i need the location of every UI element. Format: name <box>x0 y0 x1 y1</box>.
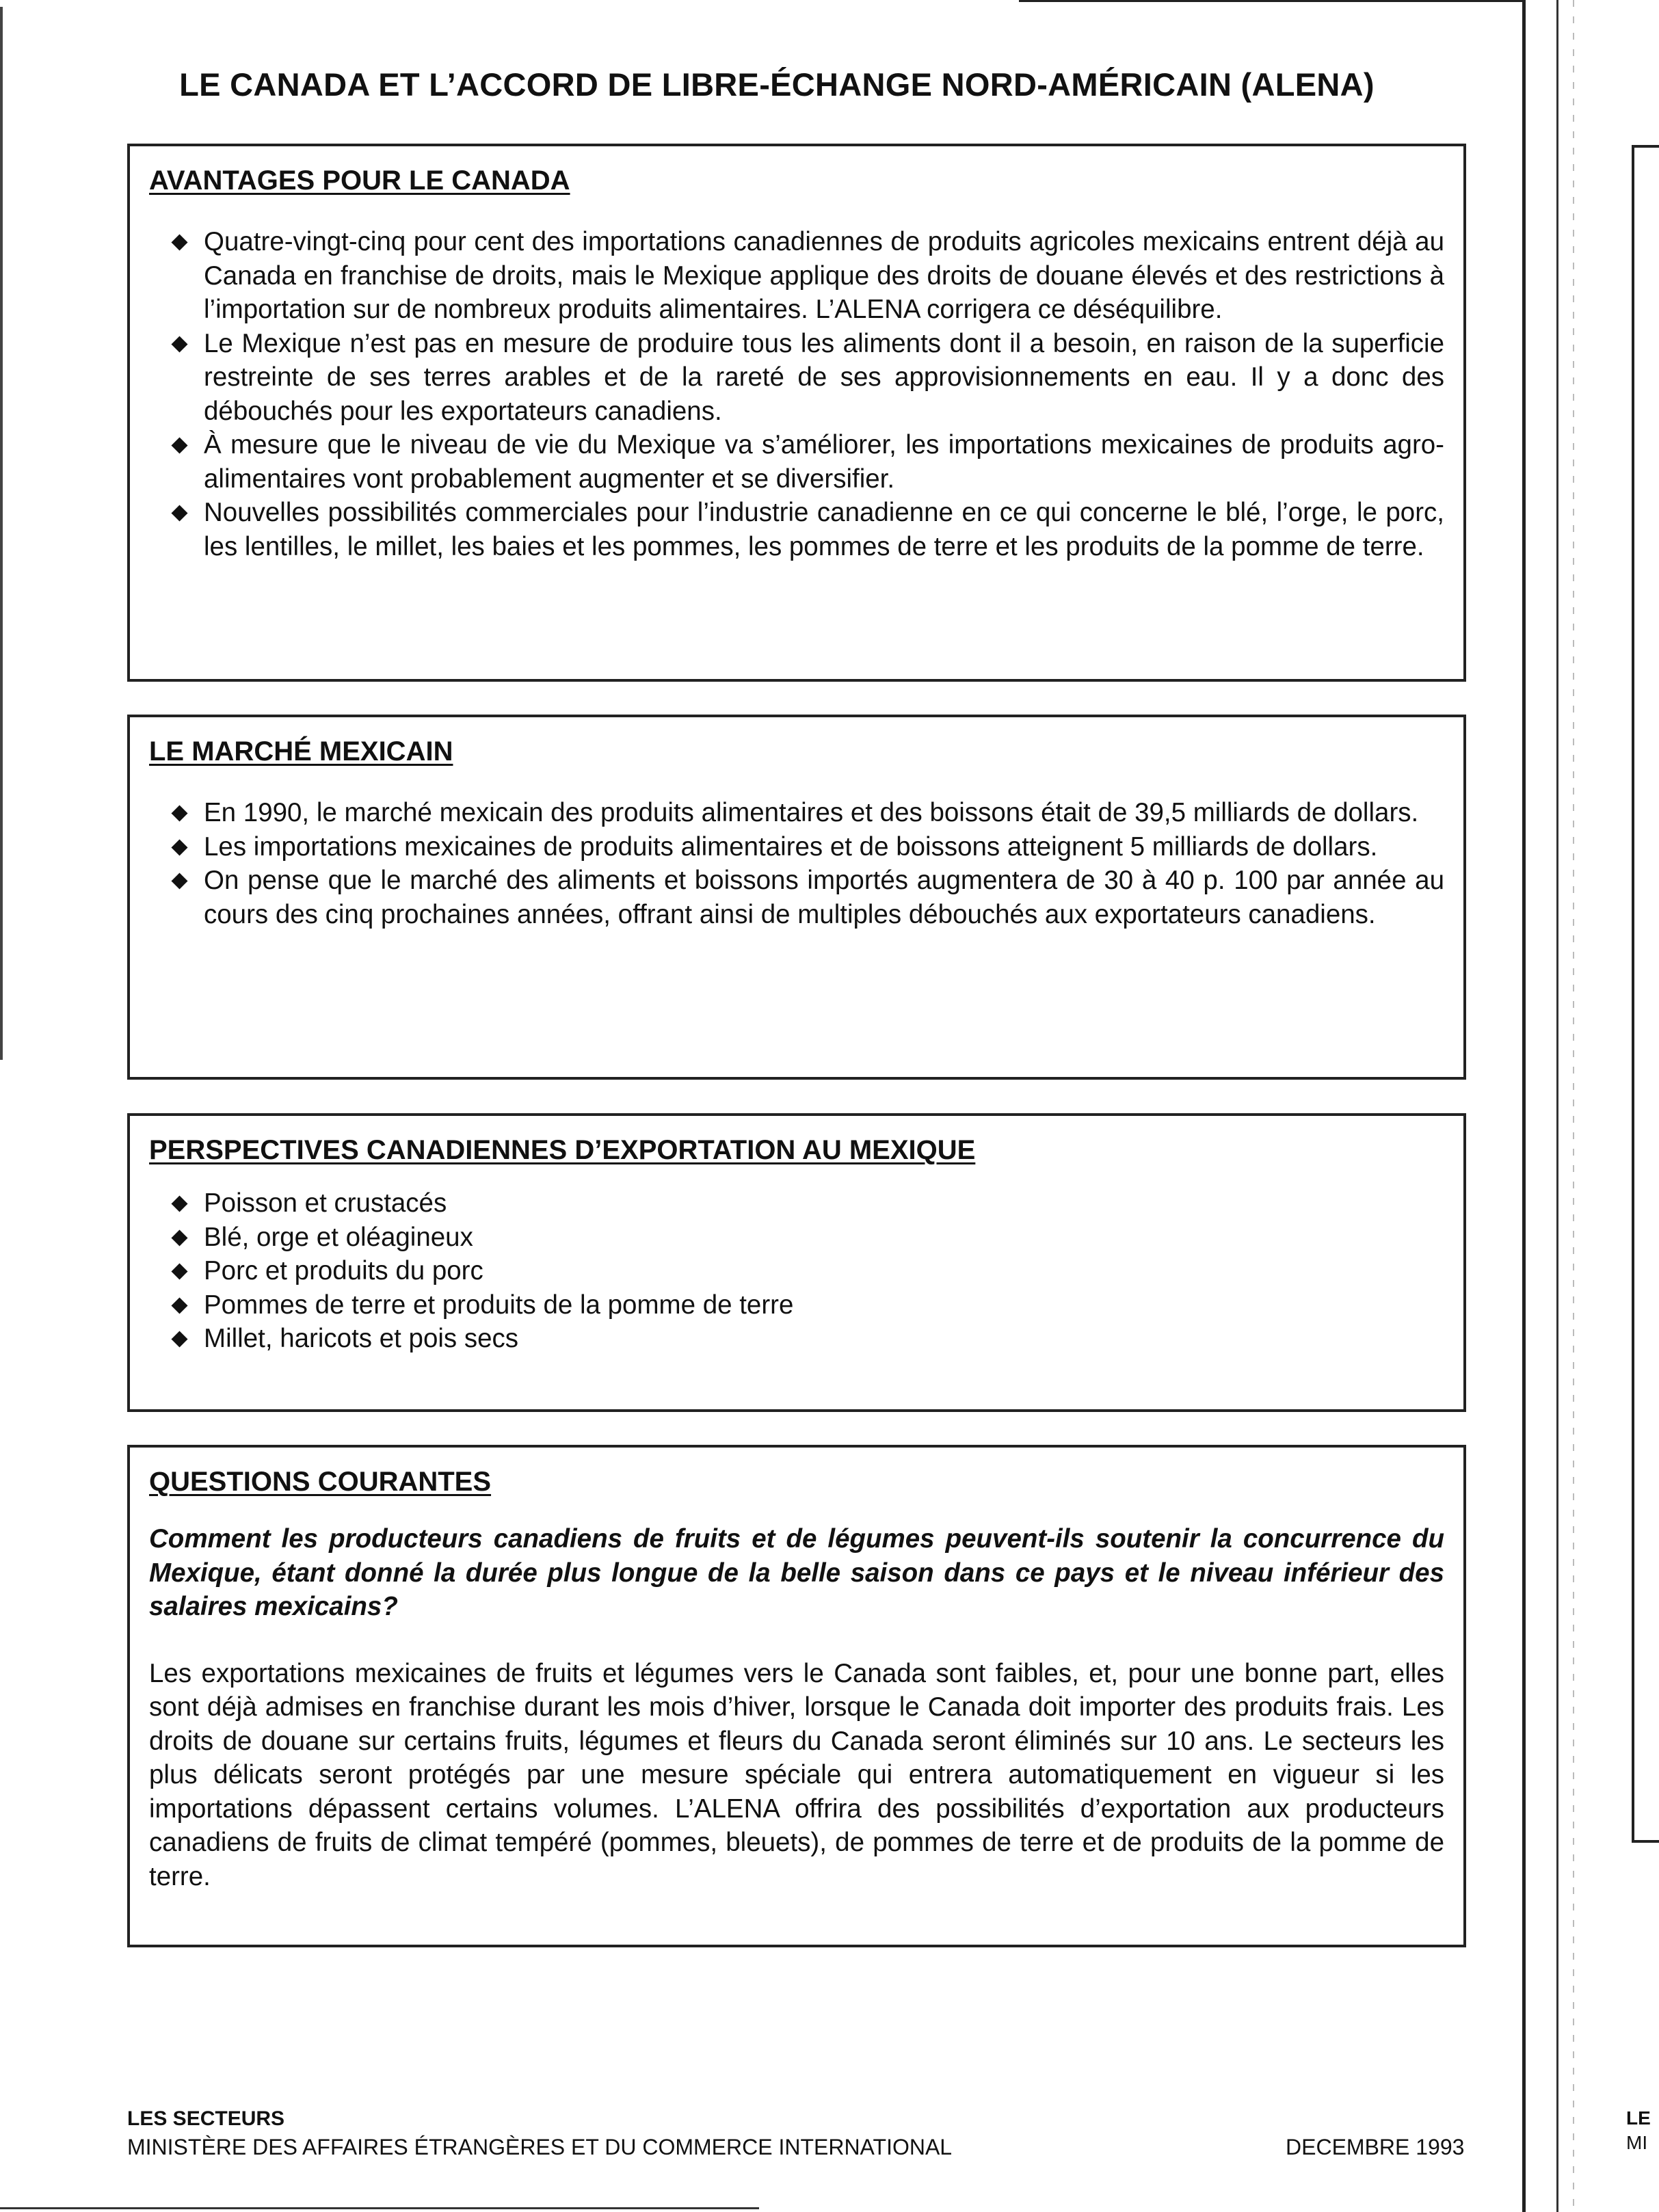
diamond-bullet-icon <box>171 805 187 821</box>
answer-text: Les exportations mexicaines de fruits et légumes vers le Canada sont faibles, et, pour une bonne part, elles sont déjà admises en franchise durant les mois d’hiver, lorsque le Canada doit importer des produits frais. Les droits de douane sur certains fruits, légumes et fleurs du Canada seront éliminés sur 10 ans. Le secteurs les plus délicats seront protégés par une mesure spéciale qui entrera automatiquement en vigueur si les importations dépassent certains volumes. L’ALENA offrira des possibilités d’exportation aux producteurs canadiens de fruits de climat tempéré (pommes, bleuets), de pommes de terre et de produits de la pomme de terre. <box>149 1658 1444 1891</box>
question-text: Comment les producteurs canadiens de fruits et de légumes peuvent-ils soutenir la concurrence du Mexique, étant donné la durée plus longue de la belle saison dans ce pays et le niveau inférieur des salaires mexicains? <box>149 1524 1444 1621</box>
avantages-box <box>127 144 1466 682</box>
list-item: Millet, haricots et pois secs <box>149 1322 1444 1356</box>
list-item: En 1990, le marché mexicain des produits alimentaires et des boissons était de 39,5 milliards de dollars. <box>149 796 1444 830</box>
marche-list <box>149 796 1444 931</box>
questions-heading: QUESTIONS COURANTES <box>149 1467 492 1497</box>
diamond-bullet-icon <box>171 872 187 889</box>
scan-edge-bottom-line <box>0 2207 759 2209</box>
next-page-footer-fragment-b: MI <box>1626 2132 1648 2153</box>
footer-series: LES SECTEURS <box>127 2107 285 2130</box>
avantages-heading: AVANTAGES POUR LE CANADA <box>149 165 570 196</box>
diamond-bullet-icon <box>171 1331 187 1347</box>
list-item: Les importations mexicaines de produits alimentaires et de boissons atteignent 5 milliards de dollars. <box>149 830 1444 864</box>
list-item: Le Mexique n’est pas en mesure de produire tous les aliments dont il a besoin, en raison de la superficie restreinte de ses terres arables et de la rareté de ses approvisionnements en eau. Il y a donc des débouchés pour les exportateurs canadiens. <box>149 327 1444 429</box>
diamond-bullet-icon <box>171 234 187 250</box>
page-fold-line-inner <box>1556 0 1558 2212</box>
diamond-bullet-icon <box>171 336 187 352</box>
page-title: LE CANADA ET L’ACCORD DE LIBRE-ÉCHANGE NORD-AMÉRICAIN (ALENA) <box>179 66 1375 103</box>
page-fold-dots <box>1573 0 1574 2212</box>
scan-edge-left-bar <box>0 7 3 1060</box>
diamond-bullet-icon <box>171 1195 187 1212</box>
diamond-bullet-icon <box>171 1229 187 1246</box>
diamond-bullet-icon <box>171 437 187 453</box>
perspectives-list <box>149 1186 1444 1356</box>
diamond-bullet-icon <box>171 839 187 855</box>
list-item: À mesure que le niveau de vie du Mexique va s’améliorer, les importations mexicaines de produits agro-alimentaires vont probablement augmenter et se diversifier. <box>149 428 1444 496</box>
list-item: Poisson et crustacés <box>149 1186 1444 1221</box>
footer-ministry: MINISTÈRE DES AFFAIRES ÉTRANGÈRES ET DU COMMERCE INTERNATIONAL <box>127 2135 953 2159</box>
list-item: Pommes de terre et produits de la pomme de terre <box>149 1288 1444 1322</box>
page-fold-line <box>1522 0 1526 2212</box>
footer-date: DECEMBRE 1993 <box>1286 2135 1465 2159</box>
marche-box <box>127 715 1466 1080</box>
diamond-bullet-icon <box>171 1263 187 1279</box>
list-item: Porc et produits du porc <box>149 1254 1444 1288</box>
list-item: On pense que le marché des aliments et boissons importés augmentera de 30 à 40 p. 100 par année au cours des cinq prochaines années, offrant ainsi de multiples débouchés aux exportateurs canadiens. <box>149 864 1444 931</box>
scan-edge-top-line <box>1019 0 1522 2</box>
diamond-bullet-icon <box>171 1297 187 1314</box>
perspectives-heading: PERSPECTIVES CANADIENNES D’EXPORTATION AU MEXIQUE <box>149 1135 976 1165</box>
list-item: Blé, orge et oléagineux <box>149 1221 1444 1255</box>
diamond-bullet-icon <box>171 505 187 521</box>
questions-box <box>127 1445 1466 1947</box>
list-item: Quatre-vingt-cinq pour cent des importations canadiennes de produits agricoles mexicains entrent déjà au Canada en franchise de droits, mais le Mexique applique des droits de douane élevés et des restrictions à l’importation sur de nombreux produits alimentaires. L’ALENA corrigera ce déséquilibre. <box>149 225 1444 327</box>
list-item: Nouvelles possibilités commerciales pour l’industrie canadienne en ce qui concerne le blé, l’orge, le porc, les lentilles, le millet, les baies et les pommes, les pommes de terre et les produits de la pomme de terre. <box>149 496 1444 563</box>
avantages-list <box>149 225 1444 563</box>
marche-heading: LE MARCHÉ MEXICAIN <box>149 736 453 767</box>
next-page-footer-fragment-a: LE <box>1626 2107 1651 2129</box>
next-page-box-edge <box>1632 145 1659 1843</box>
perspectives-box <box>127 1113 1466 1412</box>
